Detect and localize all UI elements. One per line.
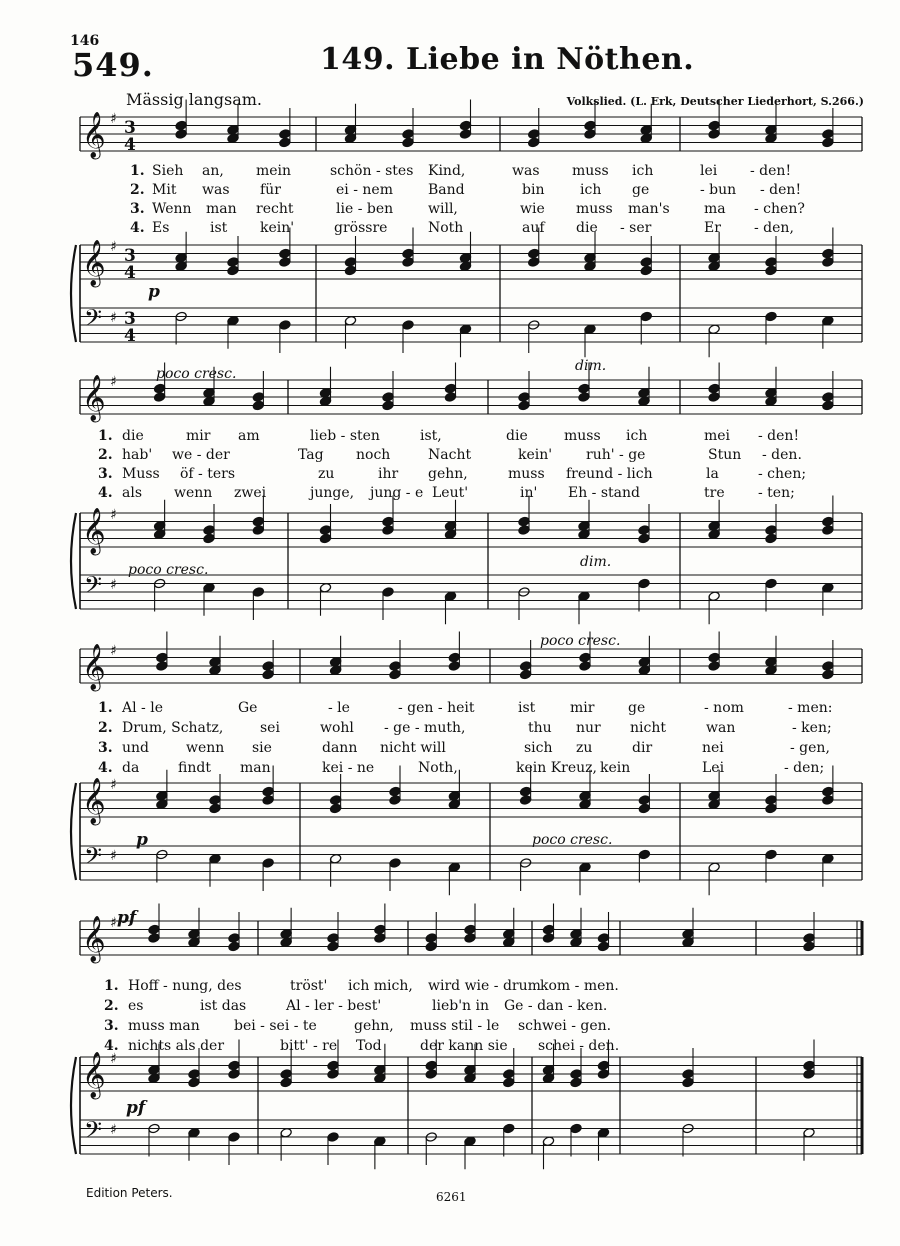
note-head (503, 1069, 515, 1080)
key-signature-sharp: ♯ (110, 239, 117, 255)
note-head (822, 525, 834, 536)
lyric-line-s1-v3: 3. Wenn man recht lie - ben will, wie muss man's ma - chen? (130, 201, 805, 217)
note-head (175, 129, 187, 140)
time-signature: 3 (124, 118, 136, 138)
note-head (597, 1060, 609, 1071)
brace (71, 245, 76, 342)
note-head (279, 320, 291, 331)
note-head (765, 578, 777, 589)
note-head (188, 1069, 200, 1080)
note-head (425, 1069, 437, 1080)
note-head (153, 383, 165, 394)
note-head (638, 525, 650, 536)
note-head (570, 1077, 582, 1088)
dynamic-poco-cresc: poco cresc. (540, 633, 621, 649)
note-head (708, 392, 720, 403)
note-head (329, 803, 341, 814)
lyric-line-s4-v2: 2. es ist das Al - ler - best' lieb'n in Ge - dan - ken. (104, 998, 608, 1014)
note-head (570, 1123, 582, 1134)
key-signature-sharp: ♯ (110, 507, 117, 523)
note-head (327, 1069, 339, 1080)
note-head (503, 1077, 515, 1088)
note-head (319, 525, 331, 536)
note-head (822, 786, 834, 797)
tempo-marking: Mässig langsam. (126, 90, 262, 109)
note-head (262, 858, 274, 869)
lyric-line-s4-v4: 4. nichts als der bitt' - re Tod der kann sie schei - den. (104, 1038, 620, 1054)
note-head (279, 129, 291, 140)
note-head (519, 669, 531, 680)
note-head (765, 311, 777, 322)
brace (71, 1057, 76, 1154)
note-head (252, 587, 264, 598)
note-head (382, 392, 394, 403)
lyric-line-s3-v2: 2. Drum, Schatz, sei wohl - ge - muth, thu nur nicht wan - ken; (98, 720, 832, 736)
note-head (708, 120, 720, 131)
dynamic-dim: dim. (580, 554, 612, 570)
clef: 𝄞 (82, 508, 106, 554)
note-head (519, 786, 531, 797)
note-head (389, 786, 401, 797)
note-head (822, 795, 834, 806)
note-head (448, 652, 460, 663)
note-head (327, 1132, 339, 1143)
note-head (765, 257, 777, 268)
note-head (518, 525, 530, 536)
note-head (584, 129, 596, 140)
note-head (640, 257, 652, 268)
note-head (279, 257, 291, 268)
lyric-line-s2-v4: 4. als wenn zwei junge, jung - e Leut' in' Eh - stand tre - ten; (98, 485, 795, 501)
note-head (262, 795, 274, 806)
note-head (803, 1060, 815, 1071)
note-head (822, 400, 834, 411)
note-head (638, 795, 650, 806)
note-head (319, 533, 331, 544)
note-head (228, 1060, 240, 1071)
catalog-number: 549. (72, 46, 154, 84)
note-head (389, 661, 401, 672)
note-head (822, 661, 834, 672)
key-signature-sharp: ♯ (110, 111, 117, 127)
note-head (402, 129, 414, 140)
publisher-footer: Edition Peters. (86, 1186, 173, 1200)
note-head (822, 516, 834, 527)
lyric-line-s1-v2: 2. Mit was für ei - nem Band bin ich ge - bun - den! (130, 182, 802, 198)
note-head (425, 941, 437, 952)
brace (71, 783, 76, 880)
clef: 𝄢 (84, 304, 103, 337)
note-head (382, 525, 394, 536)
song-title: 149. Liebe in Nöthen. (320, 42, 695, 77)
note-head (765, 525, 777, 536)
note-head (459, 120, 471, 131)
time-signature: 3 (124, 246, 136, 266)
note-head (327, 933, 339, 944)
note-head (640, 311, 652, 322)
lyric-line-s4-v3: 3. muss man bei - sei - te gehn, muss stil - le schwei - gen. (104, 1018, 612, 1034)
note-head (822, 392, 834, 403)
lyric-line-s3-v4: 4. da findt man kei - ne Noth, kein Kreuz, kein Lei - den; (98, 760, 825, 776)
note-head (708, 129, 720, 140)
dynamic-pf: pf (126, 1098, 146, 1118)
note-head (765, 849, 777, 860)
note-head (638, 533, 650, 544)
note-head (459, 129, 471, 140)
key-signature-sharp: ♯ (110, 577, 117, 593)
note-head (262, 669, 274, 680)
clef: 𝄞 (82, 375, 106, 421)
key-signature-sharp: ♯ (110, 310, 117, 326)
note-head (640, 265, 652, 276)
note-head (803, 941, 815, 952)
note-head (579, 661, 591, 672)
note-head (280, 1077, 292, 1088)
note-head (765, 265, 777, 276)
time-signature: 3 (124, 309, 136, 329)
dynamic-p: p (148, 282, 160, 302)
note-head (402, 257, 414, 268)
note-head (228, 1132, 240, 1143)
dynamic-poco-cresc: poco cresc. (532, 832, 613, 848)
clef: 𝄞 (82, 112, 106, 158)
note-head (252, 525, 264, 536)
note-head (228, 933, 240, 944)
note-head (708, 661, 720, 672)
clef: 𝄢 (84, 842, 103, 875)
note-head (528, 257, 540, 268)
key-signature-sharp: ♯ (110, 1051, 117, 1067)
note-head (584, 120, 596, 131)
clef: 𝄞 (82, 644, 106, 690)
note-head (227, 265, 239, 276)
note-head (765, 795, 777, 806)
clef: 𝄞 (82, 1052, 106, 1098)
lyric-line-s1-v4: 4. Es ist kein' grössre Noth auf die - ser Er - den, (130, 220, 794, 236)
note-head (279, 137, 291, 148)
note-head (188, 1077, 200, 1088)
clef: 𝄢 (84, 571, 103, 604)
dynamic-p: p (136, 830, 148, 850)
note-head (822, 669, 834, 680)
note-head (153, 392, 165, 403)
note-head (389, 795, 401, 806)
note-head (638, 849, 650, 860)
note-head (682, 1077, 694, 1088)
note-head (444, 392, 456, 403)
note-head (156, 661, 168, 672)
key-signature-sharp: ♯ (110, 374, 117, 390)
note-head (252, 400, 264, 411)
note-head (279, 248, 291, 259)
note-head (803, 1069, 815, 1080)
note-head (382, 516, 394, 527)
note-head (542, 933, 554, 944)
note-head (252, 516, 264, 527)
note-head (708, 652, 720, 663)
note-head (682, 1069, 694, 1080)
note-head (519, 795, 531, 806)
note-head (765, 803, 777, 814)
note-head (597, 941, 609, 952)
note-head (528, 129, 540, 140)
note-head (425, 1060, 437, 1071)
note-head (203, 525, 215, 536)
note-head (203, 533, 215, 544)
note-head (579, 652, 591, 663)
dynamic-poco-cresc: poco cresc. (128, 562, 209, 578)
plate-number: 6261 (436, 1190, 467, 1204)
note-head (327, 941, 339, 952)
note-head (528, 137, 540, 148)
note-head (389, 669, 401, 680)
note-head (148, 924, 160, 935)
note-head (448, 661, 460, 672)
note-head (374, 924, 386, 935)
note-head (209, 795, 221, 806)
note-head (382, 400, 394, 411)
note-head (252, 392, 264, 403)
note-head (175, 120, 187, 131)
key-signature-sharp: ♯ (110, 848, 117, 864)
lyric-line-s2-v1: 1. die mir am lieb - sten ist, die muss ich mei - den! (98, 428, 800, 444)
key-signature-sharp: ♯ (110, 915, 117, 931)
lyric-line-s2-v3: 3. Muss öf - ters zu ihr gehn, muss freund - lich la - chen; (98, 466, 807, 482)
note-head (227, 257, 239, 268)
page-number: 146 (70, 33, 100, 49)
note-head (329, 795, 341, 806)
dynamic-dim: dim. (575, 358, 607, 374)
note-head (519, 661, 531, 672)
note-head (209, 803, 221, 814)
note-head (503, 1123, 515, 1134)
note-head (402, 137, 414, 148)
note-head (228, 1069, 240, 1080)
clef: 𝄞 (82, 240, 106, 286)
lyric-line-s4-v1: 1. Hoff - nung, des tröst' ich mich, wird wie - drum kom - men. (104, 978, 619, 994)
note-head (578, 392, 590, 403)
dynamic-poco-cresc: poco cresc. (156, 366, 237, 382)
note-head (464, 933, 476, 944)
note-head (425, 933, 437, 944)
note-head (528, 248, 540, 259)
note-head (262, 661, 274, 672)
note-head (344, 265, 356, 276)
lyric-line-s3-v1: 1. Al - le Ge - le - gen - heit ist mir ge - nom - men: (98, 700, 833, 716)
note-head (765, 533, 777, 544)
note-head (570, 1069, 582, 1080)
note-head (822, 248, 834, 259)
note-head (597, 1069, 609, 1080)
note-head (542, 924, 554, 935)
note-head (262, 786, 274, 797)
note-head (382, 587, 394, 598)
clef: 𝄞 (82, 916, 106, 962)
note-head (374, 933, 386, 944)
note-head (597, 933, 609, 944)
note-head (464, 924, 476, 935)
key-signature-sharp: ♯ (110, 1122, 117, 1138)
note-head (518, 516, 530, 527)
time-signature: 4 (124, 263, 136, 283)
note-head (156, 652, 168, 663)
lyric-line-s1-v1: 1. Sieh an, mein schön - stes Kind, was muss ich lei - den! (130, 163, 792, 179)
note-head (389, 858, 401, 869)
note-head (822, 129, 834, 140)
note-head (518, 392, 530, 403)
note-head (228, 941, 240, 952)
lyric-line-s2-v2: 2. hab' we - der Tag noch Nacht kein' ruh' - ge Stun - den. (98, 447, 802, 463)
clef: 𝄞 (82, 778, 106, 824)
note-head (402, 248, 414, 259)
dynamic-pf: pf (117, 908, 137, 928)
key-signature-sharp: ♯ (110, 777, 117, 793)
note-head (822, 257, 834, 268)
time-signature: 4 (124, 326, 136, 346)
note-head (148, 933, 160, 944)
lyric-line-s3-v3: 3. und wenn sie dann nicht will sich zu dir nei - gen, (98, 740, 830, 756)
note-head (638, 803, 650, 814)
brace (71, 513, 76, 609)
note-head (803, 933, 815, 944)
note-head (822, 137, 834, 148)
note-head (578, 383, 590, 394)
note-head (327, 1060, 339, 1071)
time-signature: 4 (124, 135, 136, 155)
source-attribution: Volkslied. (L. Erk, Deutscher Liederhort, S.266.) (566, 95, 864, 108)
note-head (638, 578, 650, 589)
note-head (344, 257, 356, 268)
note-head (518, 400, 530, 411)
clef: 𝄢 (84, 1116, 103, 1149)
note-head (444, 383, 456, 394)
note-head (708, 383, 720, 394)
key-signature-sharp: ♯ (110, 643, 117, 659)
note-head (402, 320, 414, 331)
note-head (280, 1069, 292, 1080)
